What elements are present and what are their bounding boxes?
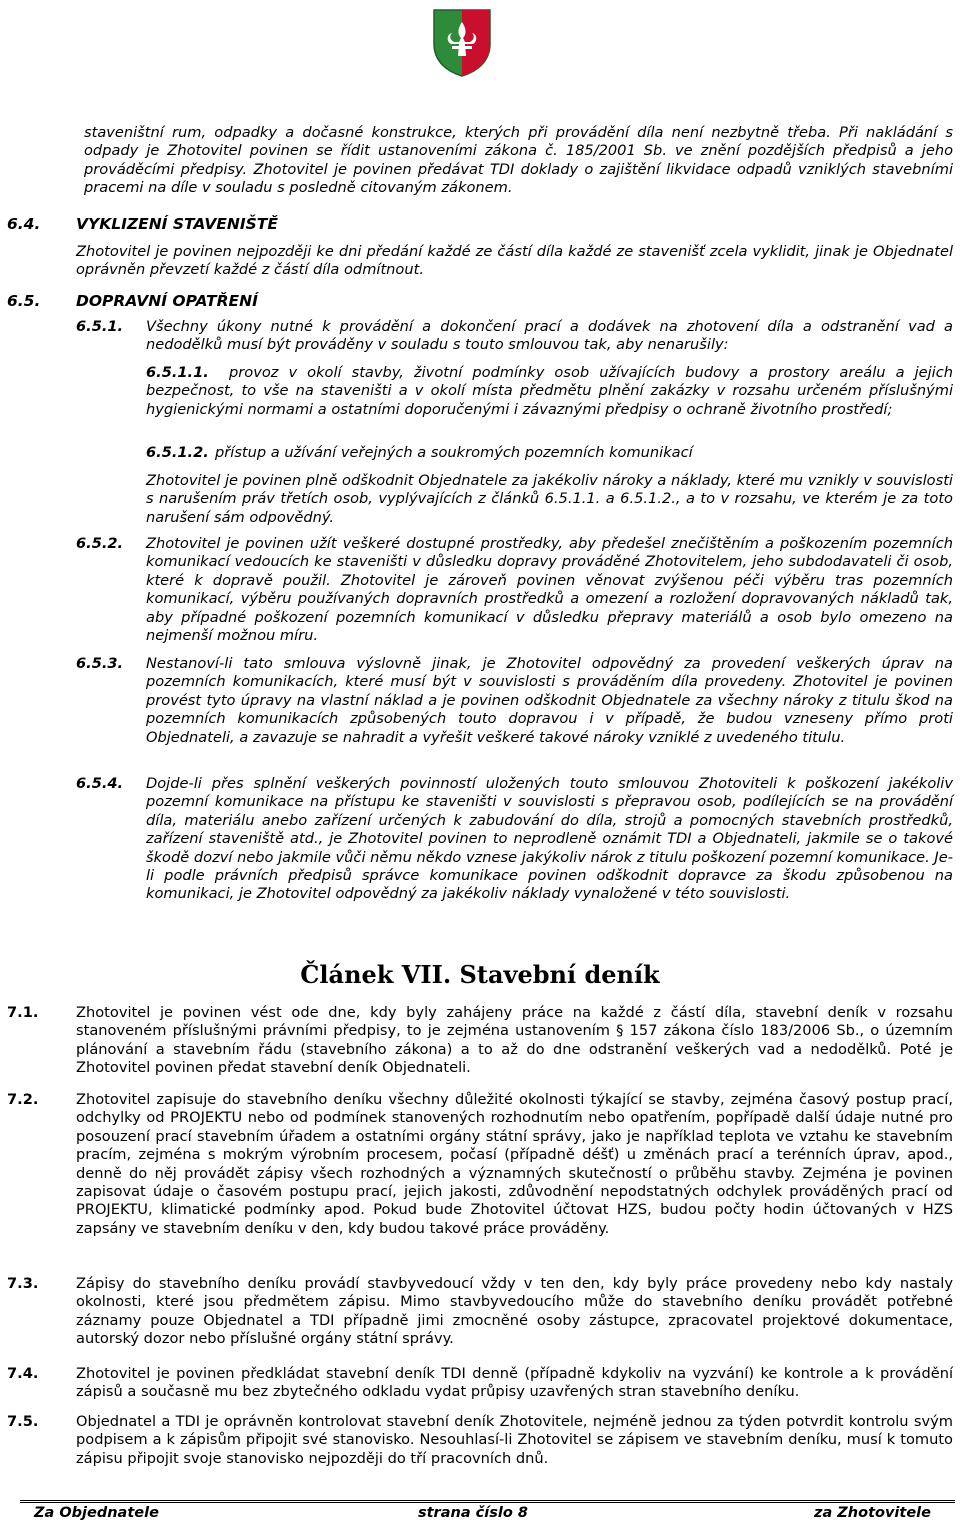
clause-6-5-1-text: Všechny úkony nutné k provádění a dokončení prací a dodávek na zhotovení díla a odstranění vad a nedodělků musí být prováděny v souladu s touto smlouvou tak, aby nenarušily: <box>146 318 953 354</box>
section-6-5-number: 6.5. <box>7 292 41 310</box>
clause-6-5-4-text: Dojde-li přes splnění veškerých povinností uložených touto smlouvou Zhotoviteli k poškození jakékoliv pozemní komunikace na přístupu ke staveništi v souvislosti s přepravou osob, podílejících se na provádění díla, materiálu anebo zařízení určených k zabudování do díla, strojů a pomocných stavebních prostředků, zařízení staveniště atd., je Zhotovitel povinen to neprodleně oznámit TDI a Objednateli, jakmile se o takové škodě dozví nebo jakmile vůči němu někdo vznese jakýkoliv nárok z titulu poškození pozemní komunikace. Je-li podle právních předpisů správce komunikace povinen odškodnit dopravce za škodu způsobenou na komunikaci, je Zhotovitel odpovědný za jakékoliv náklady vynaložené v této souvislosti. <box>146 775 953 903</box>
intro-paragraph: staveništní rum, odpadky a dočasné konstrukce, kterých při provádění díla není nezbytně třeba. Při nakládání s odpady je Zhotovitel povinen se řídit ustanoveními zákona č. 185/2001 Sb. ve znění pozdějších předpisů a jeho prováděcími předpisy. Zhotovitel je povinen předávat TDI doklady o zajištění likvidace odpadů vzniklých stavebními pracemi na díle v souladu s posledně citovaným zákonem. <box>84 124 953 197</box>
clause-6-5-3-number: 6.5.3. <box>76 655 124 672</box>
clause-6-5-1-1-number: 6.5.1.1. <box>146 364 209 381</box>
footer-page-number: strana číslo 8 <box>418 1505 528 1521</box>
clause-6-5-1-2-number: 6.5.1.2. <box>146 444 209 461</box>
clause-6-5-1-2-text: přístup a užívání veřejných a soukromých pozemních komunikací <box>215 444 693 461</box>
clause-6-5-4-number: 6.5.4. <box>76 775 124 792</box>
item-7-4-text: Zhotovitel je povinen předkládat stavební deník TDI denně (případně kdykoliv na vyzvání) ke kontrole a k provádění zápisů a současně mu bez zbytečného odkladu vydat průpisy uzavřených stran stavebního deníku. <box>76 1365 953 1401</box>
clause-6-5-3-text: Nestanoví-li tato smlouva výslovně jinak, je Zhotovitel odpovědný za provedení veškerých úprav na pozemních komunikacích, které musí být v souvislosti s prováděním díla provedeny. Zhotovitel je povinen provést tyto úpravy na vlastní náklad a je povinen odškodnit Objednatele za všechny nároky z titulu škod na pozemních komunikacích způsobených touto dopravou i v případě, že budou vzneseny přímo proti Objednateli, a zavazuje se nahradit a vyřešit veškeré takové nároky vzniklé z uvedeného titulu. <box>146 655 953 746</box>
item-7-1-text: Zhotovitel je povinen vést ode dne, kdy byly zahájeny práce na každé z částí díla, stavební deník v rozsahu stanoveném příslušnými právními předpisy, to je zejména ustanovením § 157 zákona číslo 183/2006 Sb., o územním plánování a stavebním řádu (stavebního zákona) a to až do dne odstranění veškerých vad a nedodělků. Poté je Zhotovitel povinen předat stavební deník Objednateli. <box>76 1004 953 1077</box>
footer-divider <box>20 1500 955 1503</box>
footer-left: Za Objednatele <box>34 1505 159 1521</box>
item-7-3-number: 7.3. <box>7 1275 39 1292</box>
item-7-2-text: Zhotovitel zapisuje do stavebního deníku všechny důležité okolnosti týkající se stavby, zejména časový postup prací, odchylky od PROJEKTU nebo od podmínek stanovených rozhodnutím nebo opatřením, popřípadě další údaje nutné pro posouzení prací stavebním úřadem a ostatními orgány státní správy, jako je například teplota ve vztahu ke stavebním pracím, zejména s mokrým výrobním procesem, počasí (případně déšť) u změnách prací a terénních úprav, apod., denně do něj provádět zápisy všech rozhodných a významných skutečností o průběhu stavby. Zejména je povinen zapisovat údaje o časovém postupu prací, jejich jakosti, zdůvodnění nepodstatných odchylek prováděných prací od PROJEKTU, klimatické podmínky apod. Pokud bude Zhotovitel účtovat HZS, budou počty hodin účtovaných v HZS zapsány ve stavebním deníku v den, kdy budou takové práce prováděny. <box>76 1091 953 1237</box>
section-6-4-text: Zhotovitel je povinen nejpozději ke dni předání každé ze částí díla každé ze stavenišť zcela vyklidit, jinak je Objednatel oprávněn převzetí každé z částí díla odmítnout. <box>76 243 953 279</box>
item-7-4-number: 7.4. <box>7 1365 39 1382</box>
footer-right: za Zhotovitele <box>814 1505 931 1521</box>
coat-of-arms-icon <box>430 8 494 78</box>
section-6-4-number: 6.4. <box>7 215 41 233</box>
clause-6-5-1-compensation: Zhotovitel je povinen plně odškodnit Objednatele za jakékoliv nároky a náklady, které mu vznikly v souvislosti s narušením práv třetích osob, vyplývajících z článků 6.5.1.1. a 6.5.1.2., a to v rozsahu, ve kterém je za toto narušení sám odpovědný. <box>146 472 953 526</box>
section-6-4-title: VYKLIZENÍ STAVENIŠTĚ <box>76 215 278 233</box>
clause-6-5-1-1-text: provoz v okolí stavby, životní podmínky osob užívajících budovy a prostory areálu a jejich bezpečnost, to vše na staveništi a v okolí místa předmětu plnění zakázky v rozsahu určeném příslušnými hygienickými normami a ostatními doporučenými i závaznými předpisy o ochraně životního prostředí; <box>146 364 953 418</box>
item-7-5-number: 7.5. <box>7 1413 39 1430</box>
item-7-2-number: 7.2. <box>7 1091 39 1108</box>
article-7-title: Článek VII. Stavební deník <box>300 960 660 989</box>
clause-6-5-2-number: 6.5.2. <box>76 535 124 552</box>
clause-6-5-2-text: Zhotovitel je povinen užít veškeré dostupné prostředky, aby předešel znečištěním a poškozením pozemních komunikací vedoucích ke staveništi v důsledku dopravy prováděné Zhotovitelem, jeho subdodavateli či osob, které k dopravě použil. Zhotovitel je zároveň povinen věnovat zvýšenou péči výběru tras pozemních komunikací, výběru používaných dopravních prostředků a omezení a rozložení dopravovaných nákladů tak, aby případné poškození pozemních komunikací v důsledku přepravy materiálů a osob bylo omezeno na nejmenší možnou míru. <box>146 535 953 645</box>
item-7-5-text: Objednatel a TDI je oprávněn kontrolovat stavební deník Zhotovitele, nejméně jednou za týden potvrdit kontrolu svým podpisem a k zápisům připojit své stanovisko. Nesouhlasí-li Zhotovitel se zápisem ve stavebním deníku, musí k tomuto zápisu připojit svoje stanovisko nejpozději do tří pracovních dnů. <box>76 1413 953 1467</box>
section-6-5-title: DOPRAVNÍ OPATŘENÍ <box>76 292 258 310</box>
item-7-1-number: 7.1. <box>7 1004 39 1021</box>
item-7-3-text: Zápisy do stavebního deníku provádí stavbyvedoucí vždy v ten den, kdy byly práce provedeny nebo kdy nastaly okolnosti, které jsou předmětem zápisu. Mimo stavbyvedoucího může do stavebního deníku provádět potřebné záznamy pouze Objednatel a TDI případně jimi zmocněné osoby zástupce, zpracovatel projektové dokumentace, autorský dozor nebo příslušné orgány státní správy. <box>76 1275 953 1348</box>
clause-6-5-1-number: 6.5.1. <box>76 318 124 335</box>
